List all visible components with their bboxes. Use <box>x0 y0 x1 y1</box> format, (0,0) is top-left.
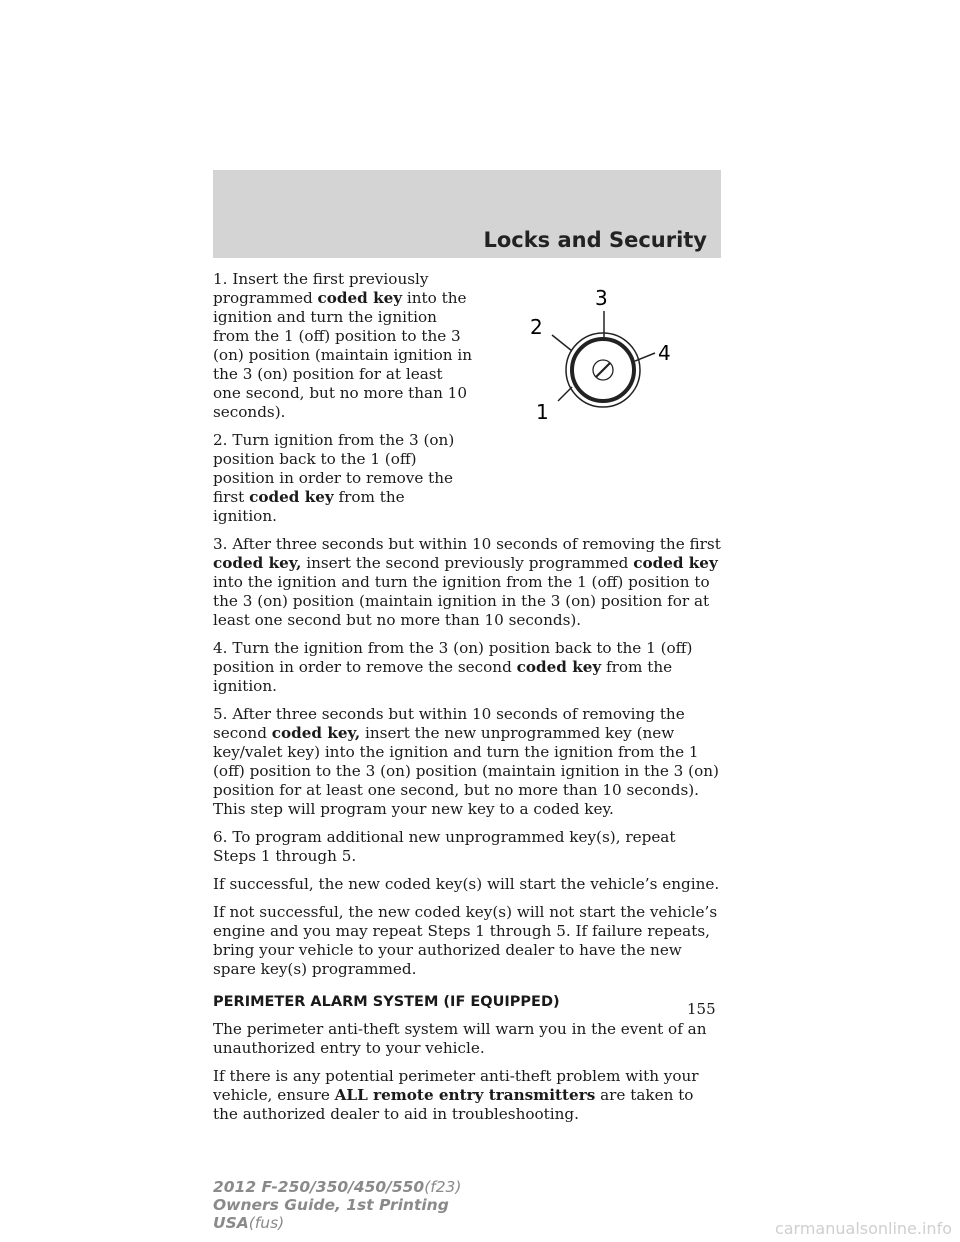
position-label-3: 3 <box>595 286 608 310</box>
step-5: 5. After three seconds but within 10 seconds of removing the second coded key, insert the new unprogrammed key (new key/valet key) into the ignition and turn the ignition from the 1 (off) position to the 3 (on) position (maintain ignition in the 3 (on) position for at least one second, but no more than 10 seconds). This step will program your new key to a coded key. <box>213 705 719 818</box>
narrow-column <box>213 270 721 526</box>
perimeter-heading: PERIMETER ALARM SYSTEM (IF EQUIPPED) <box>213 994 560 1010</box>
footer-line-3: USA(fus) <box>213 1214 285 1232</box>
perimeter-paragraph-1: The perimeter anti-theft system will warn you in the event of an unauthorized entry to your vehicle. <box>213 1020 707 1057</box>
step-3: 3. After three seconds but within 10 seconds of removing the first coded key, insert the second previously programmed coded key into the ignition and turn the ignition from the 1 (off) position to the 3 (on) position (maintain ignition in the 3 (on) position for at least one second but no more than 10 seconds). <box>213 535 721 629</box>
position-label-4: 4 <box>658 341 671 365</box>
footer <box>213 1178 461 1232</box>
footer-line-2: Owners Guide, 1st Printing <box>213 1196 449 1214</box>
position-label-1: 1 <box>536 400 549 424</box>
step-1: 1. Insert the first previously programmed coded key into the ignition and turn the ignition from the 1 (off) position to the 3 (on) position (maintain ignition in the 3 (on) position for at least one second, but no more than 10 seconds). <box>213 270 473 421</box>
step-2: 2. Turn ignition from the 3 (on) position back to the 1 (off) position in order to remove the first coded key from the ignition. <box>213 431 455 525</box>
step-4: 4. Turn the ignition from the 3 (on) position back to the 1 (off) position in order to remove the second coded key from the ignition. <box>213 639 693 695</box>
page-number: 155 <box>687 1000 716 1018</box>
header-band <box>213 170 721 258</box>
footer-line-1: 2012 F-250/350/450/550(f23) <box>213 1178 462 1196</box>
position-label-2: 2 <box>530 315 543 339</box>
watermark: carmanualsonline.info <box>774 1219 952 1238</box>
perimeter-paragraph-2: If there is any potential perimeter anti-theft problem with your vehicle, ensure ALL remote entry transmitters are taken to the authorized dealer to aid in troubleshooting. <box>213 1067 699 1123</box>
success-note: If successful, the new coded key(s) will start the vehicle’s engine. <box>213 875 720 893</box>
section-title: Locks and Security <box>483 228 707 252</box>
page-content <box>213 270 721 1133</box>
step-6: 6. To program additional new unprogrammed key(s), repeat Steps 1 through 5. <box>213 828 676 865</box>
failure-note: If not successful, the new coded key(s) will not start the vehicle’s engine and you may repeat Steps 1 through 5. If failure repeats, bring your vehicle to your authorized dealer to have the new spare key(s) programmed. <box>213 903 718 978</box>
